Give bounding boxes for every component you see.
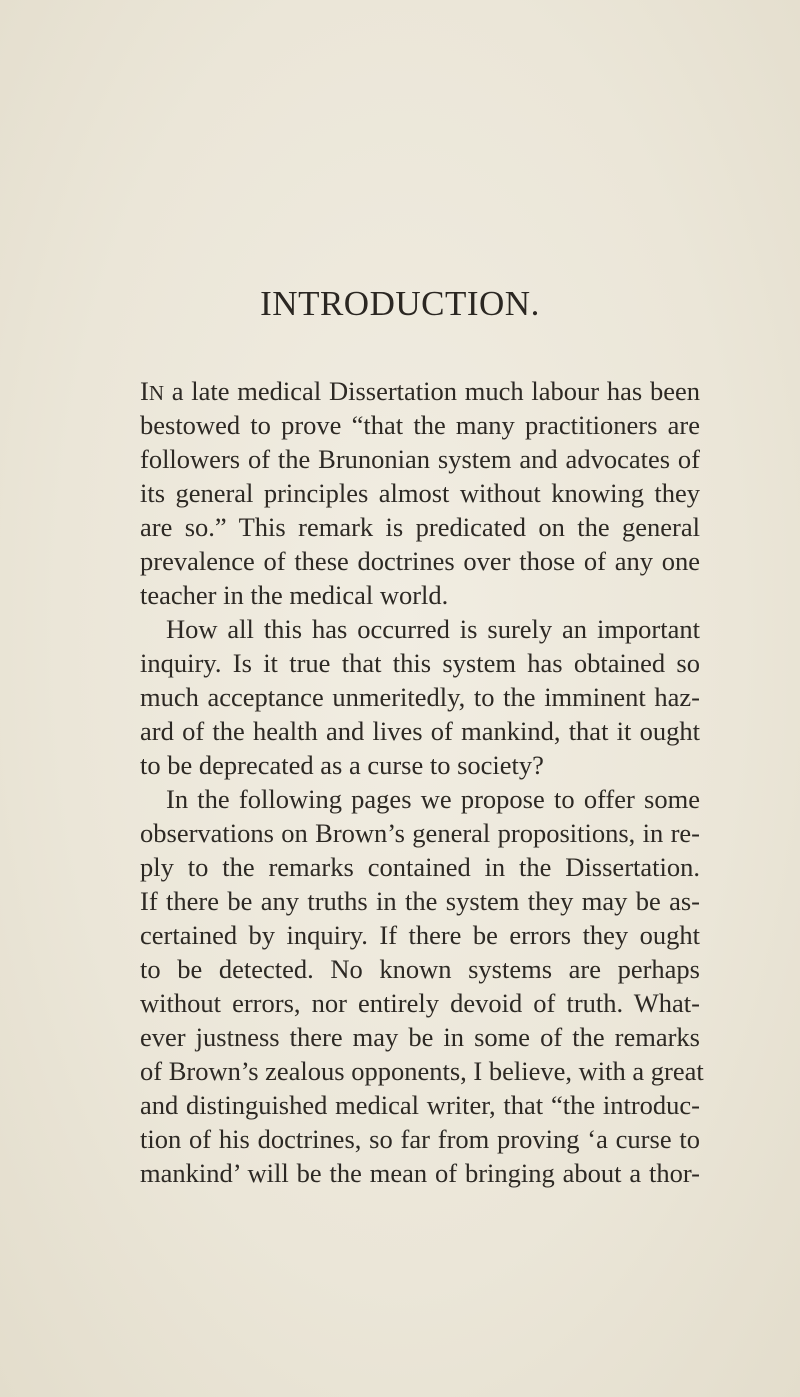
text-line: bestowed to prove “that the many practitioners are (140, 410, 700, 440)
text-line: How all this has occurred is surely an important (166, 614, 700, 644)
text-line: teacher in the medical world. (140, 580, 449, 610)
text-line: its general principles almost without knowing they (140, 478, 700, 508)
text-line: prevalence of these doctrines over those of any one (140, 546, 700, 576)
text-line: of Brown’s zealous opponents, I believe, with a great (140, 1056, 704, 1086)
chapter-heading: INTRODUCTION. (260, 284, 540, 323)
text-line: inquiry. Is it true that this system has obtained so (140, 648, 700, 678)
text-line-content: a late medical Dissertation much labour has been (164, 376, 700, 406)
text-line: are so.” This remark is predicated on the general (140, 512, 700, 542)
text-line: ever justness there may be in some of the remarks (140, 1022, 700, 1052)
text-line (140, 374, 700, 408)
text-line: mankind’ will be the mean of bringing about a thor- (140, 1158, 700, 1188)
text-line: without errors, nor entirely devoid of truth. What- (140, 988, 700, 1018)
text-line: to be detected. No known systems are perhaps (140, 954, 700, 984)
drop-word-initial: I (140, 376, 149, 406)
text-line: tion of his doctrines, so far from proving ‘a curse to (140, 1124, 700, 1154)
text-line: In the following pages we propose to offer some (166, 784, 700, 814)
text-line: observations on Brown’s general propositions, in re- (140, 818, 700, 848)
text-line: ard of the health and lives of mankind, that it ought (140, 716, 700, 746)
text-line: ply to the remarks contained in the Dissertation. (140, 852, 700, 882)
text-line: certained by inquiry. If there be errors they ought (140, 920, 700, 950)
text-line: and distinguished medical writer, that “the introduc- (140, 1090, 700, 1120)
text-line: If there be any truths in the system they may be as- (140, 886, 700, 916)
drop-word-small-caps: N (148, 381, 164, 405)
body-text (140, 374, 704, 1190)
text-line: followers of the Brunonian system and advocates of (140, 444, 700, 474)
text-line: to be deprecated as a curse to society? (140, 750, 544, 780)
text-line: much acceptance unmeritedly, to the imminent haz- (140, 682, 700, 712)
